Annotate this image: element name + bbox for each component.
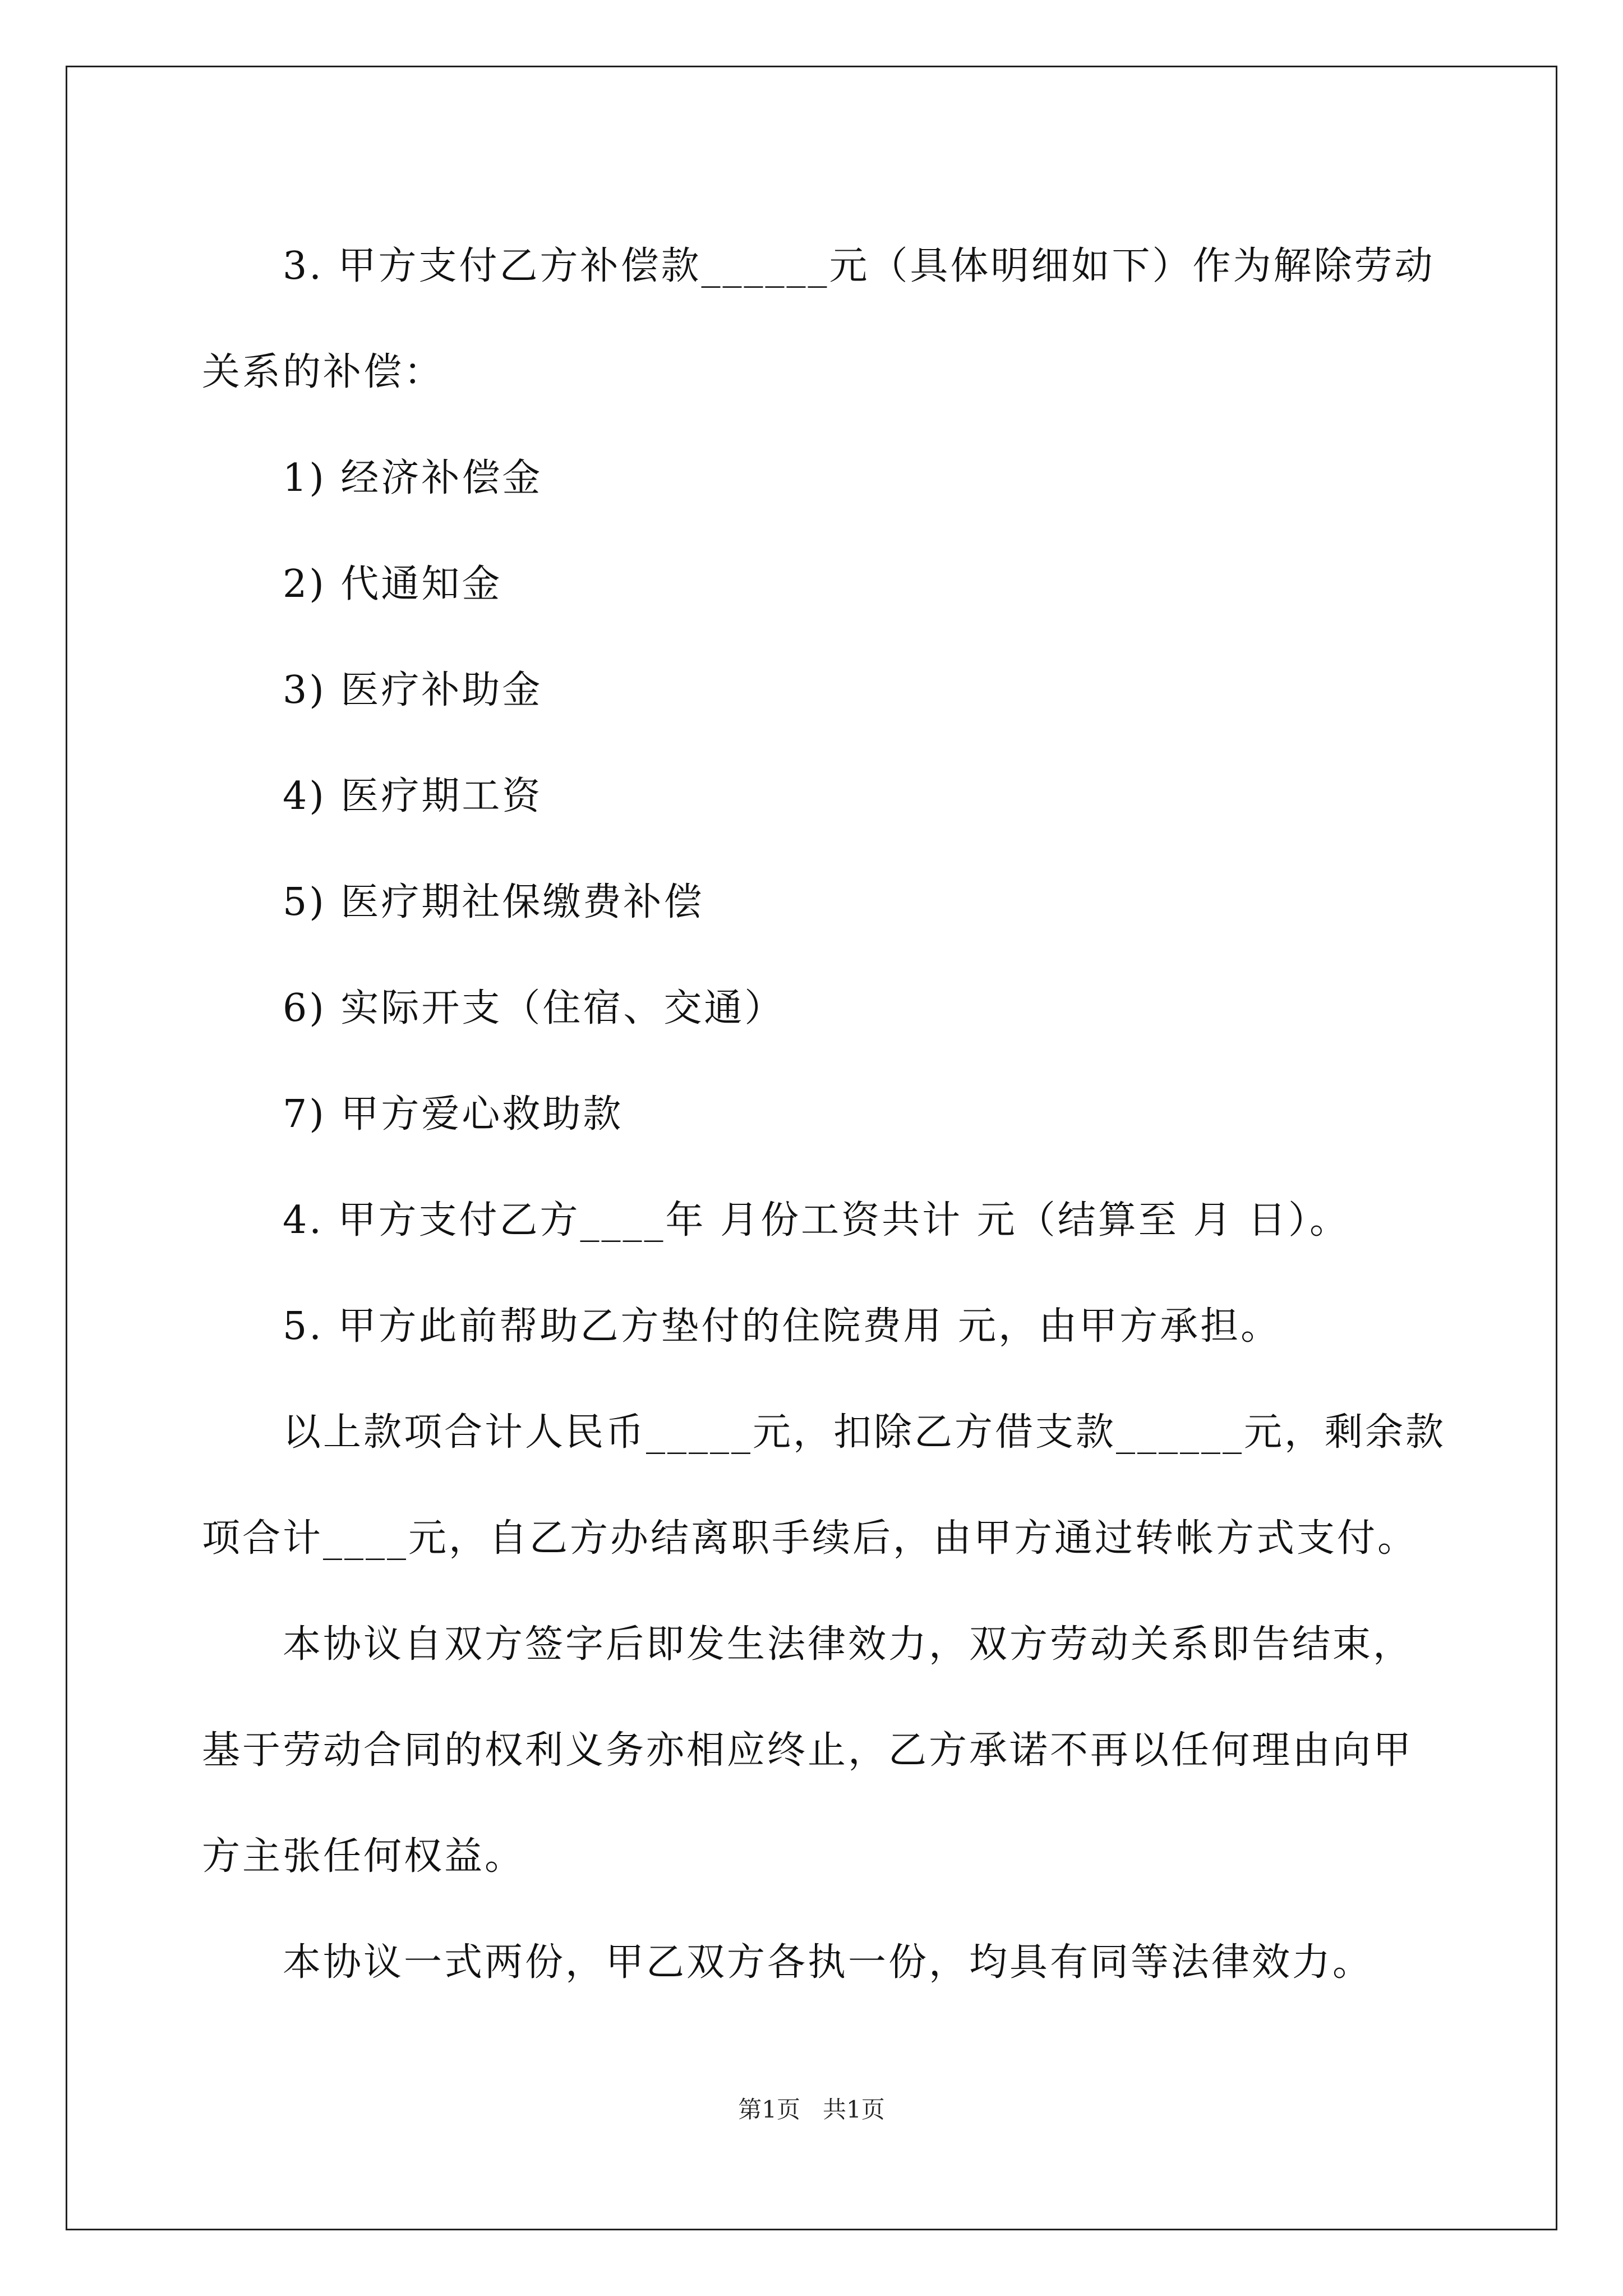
- clause-5: 5. 甲方此前帮助乙方垫付的住院费用 元，由甲方承担。: [283, 1304, 1281, 1349]
- list-item-1: 1) 经济补偿金: [283, 456, 543, 500]
- page-footer: 第1页 共1页: [738, 2096, 885, 2123]
- list-item-3: 3) 医疗补助金: [283, 668, 543, 712]
- effect-line-1: 本协议自双方签字后即发生法律效力，双方劳动关系即告结束，: [283, 1622, 1414, 1667]
- effect-line-2: 基于劳动合同的权利义务亦相应终止，乙方承诺不再以任何理由向甲: [202, 1728, 1414, 1773]
- clause-4: 4. 甲方支付乙方____年 月份工资共计 元（结算至 月 日）。: [283, 1198, 1350, 1243]
- clause-3-line-2: 关系的补偿：: [202, 350, 445, 394]
- list-item-6: 6) 实际开支（住宿、交通）: [283, 986, 785, 1030]
- total-line-2: 项合计____元，自乙方办结离职手续后，由甲方通过转帐方式支付。: [202, 1516, 1418, 1561]
- copies-line: 本协议一式两份，甲乙双方各执一份，均具有同等法律效力。: [283, 1940, 1373, 1985]
- list-item-5: 5) 医疗期社保缴费补偿: [283, 880, 704, 924]
- document-body: [202, 213, 1446, 2016]
- effect-line-3: 方主张任何权益。: [202, 1834, 525, 1879]
- list-item-2: 2) 代通知金: [283, 562, 502, 606]
- total-line-1: 以上款项合计人民币_____元，扣除乙方借支款______元，剩余款: [283, 1410, 1446, 1455]
- clause-3-line-1: 3. 甲方支付乙方补偿款______元（具体明细如下）作为解除劳动: [283, 244, 1435, 288]
- list-item-7: 7) 甲方爱心救助款: [283, 1092, 624, 1137]
- list-item-4: 4) 医疗期工资: [283, 774, 543, 818]
